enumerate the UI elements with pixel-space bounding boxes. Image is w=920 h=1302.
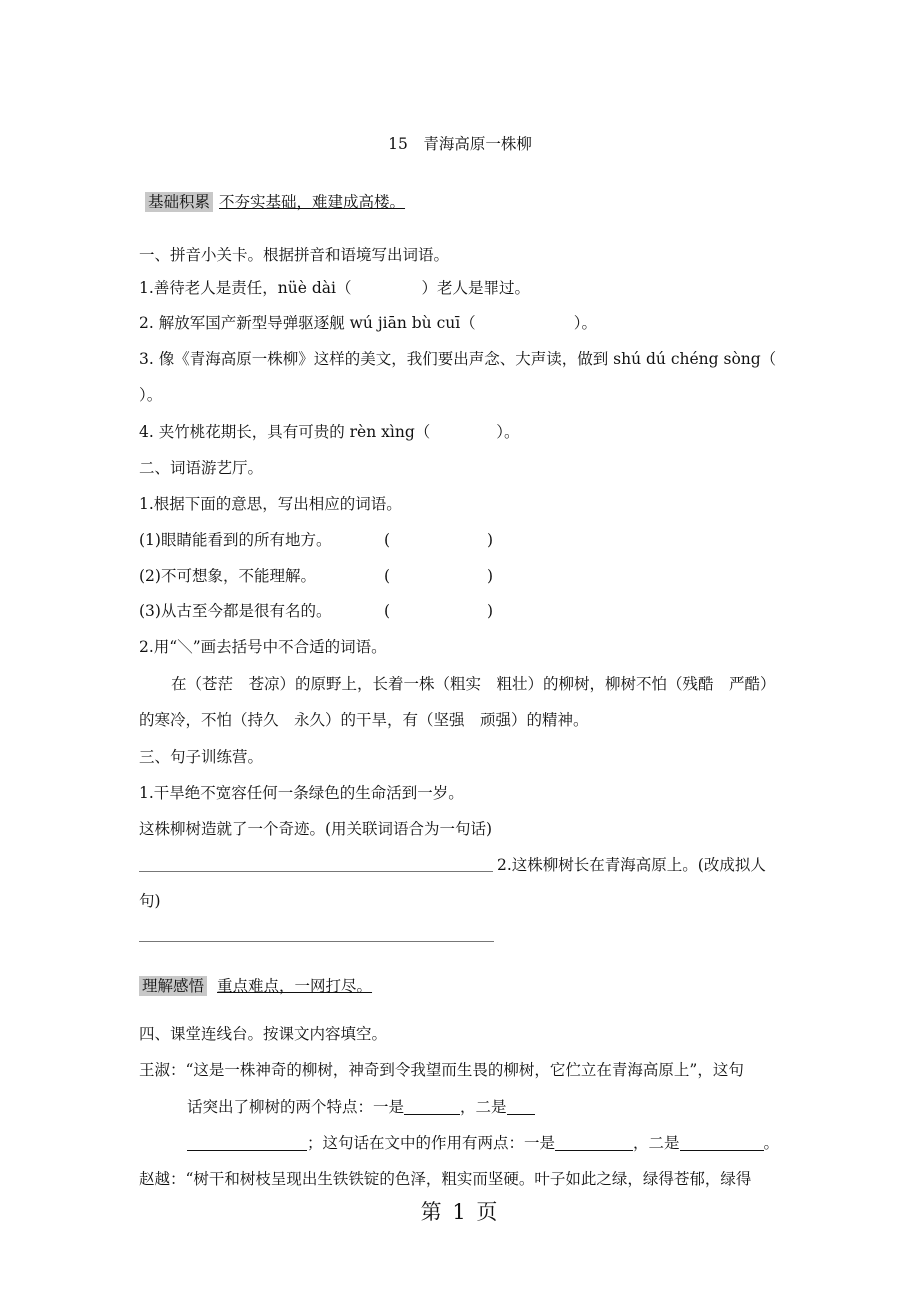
section-motto: 不夯实基础，难建成高楼。 — [219, 193, 406, 211]
section-header-understanding — [139, 975, 372, 997]
q1-item-3-end: ）。 — [139, 386, 163, 404]
q3-sentence-2a: 2.这株柳树长在青海高原上。(改成拟人 — [497, 856, 766, 874]
q4-quote-wang: 王淑：“这是一株神奇的柳树，神奇到令我望而生畏的柳树，它伫立在青海高原上”，这句 — [139, 1061, 744, 1079]
q1-item-2: 2. 解放军国产新型导弹驱逐舰 wú jiān bù cuī（ ）。 — [139, 314, 597, 332]
q2-sub2: 2.用“＼”画去括号中不合适的词语。 — [139, 638, 387, 656]
section-tag: 基础积累 — [145, 192, 213, 212]
answer-line[interactable] — [139, 941, 494, 942]
fill-blank[interactable] — [680, 1135, 764, 1151]
q2-passage-line-2: 的寒冷，不怕（持久 永久）的干旱，有（坚强 顽强）的精神。 — [139, 711, 589, 729]
answer-paren-open: ( — [384, 567, 391, 585]
answer-paren-open: ( — [384, 602, 391, 620]
q3-sentence-1a: 1.干旱绝不宽容任何一条绿色的生命活到一岁。 — [139, 784, 464, 802]
fill-blank[interactable] — [187, 1135, 307, 1151]
answer-paren-close: ) — [487, 531, 494, 549]
section-motto: 重点难点，一网打尽。 — [217, 977, 373, 995]
q4-fill-line-1: 话突出了柳树的两个特点：一是 ，二是 — [187, 1096, 535, 1118]
page-number: 第 1 页 — [420, 1200, 500, 1224]
answer-paren-open: ( — [384, 531, 391, 549]
q4-heading: 四、课堂连线台。按课文内容填空。 — [139, 1025, 388, 1043]
answer-paren-close: ) — [487, 567, 494, 585]
answer-line[interactable] — [139, 871, 493, 872]
fill-blank[interactable] — [507, 1099, 535, 1115]
q4-quote-zhao: 赵越：“树干和树枝呈现出生铁铁锭的色泽，粗实而坚硬。叶子如此之绿，绿得苍郁，绿得 — [139, 1170, 752, 1188]
q1-item-1: 1.善待老人是责任，nüè dài（ ）老人是罪过。 — [139, 279, 530, 297]
q3-heading: 三、句子训练营。 — [139, 748, 264, 766]
page-title: 15 青海高原一株柳 — [388, 135, 532, 153]
q3-sentence-1b: 这株柳树造就了一个奇迹。(用关联词语合为一句话) — [139, 820, 493, 838]
fill-blank[interactable] — [555, 1135, 633, 1151]
q3-sentence-2b: 句) — [139, 892, 161, 910]
q2-sub1: 1.根据下面的意思，写出相应的词语。 — [139, 495, 402, 513]
q2-passage-line-1: 在（苍茫 苍凉）的原野上，长着一株（粗实 粗壮）的柳树，柳树不怕（残酷 严酷） — [171, 675, 776, 693]
q1-item-3: 3. 像《青海高原一株柳》这样的美文，我们要出声念、大声读，做到 shú dú chéng sòng（ — [139, 350, 777, 368]
fill-blank[interactable] — [404, 1099, 460, 1115]
section-header-basics — [145, 191, 405, 213]
section-tag: 理解感悟 — [139, 976, 207, 996]
definition-3: (3)从古至今都是很有名的。 — [139, 602, 332, 620]
q1-heading: 一、拼音小关卡。根据拼音和语境写出词语。 — [139, 246, 450, 264]
q1-item-4: 4. 夹竹桃花期长，具有可贵的 rèn xìng（ ）。 — [139, 423, 520, 441]
q2-heading: 二、词语游艺厅。 — [139, 459, 264, 477]
answer-paren-close: ) — [487, 602, 494, 620]
q4-fill-line-2: ；这句话在文中的作用有两点：一是 ，二是 。 — [187, 1132, 779, 1154]
definition-2: (2)不可想象，不能理解。 — [139, 567, 316, 585]
definition-1: (1)眼睛能看到的所有地方。 — [139, 531, 332, 549]
